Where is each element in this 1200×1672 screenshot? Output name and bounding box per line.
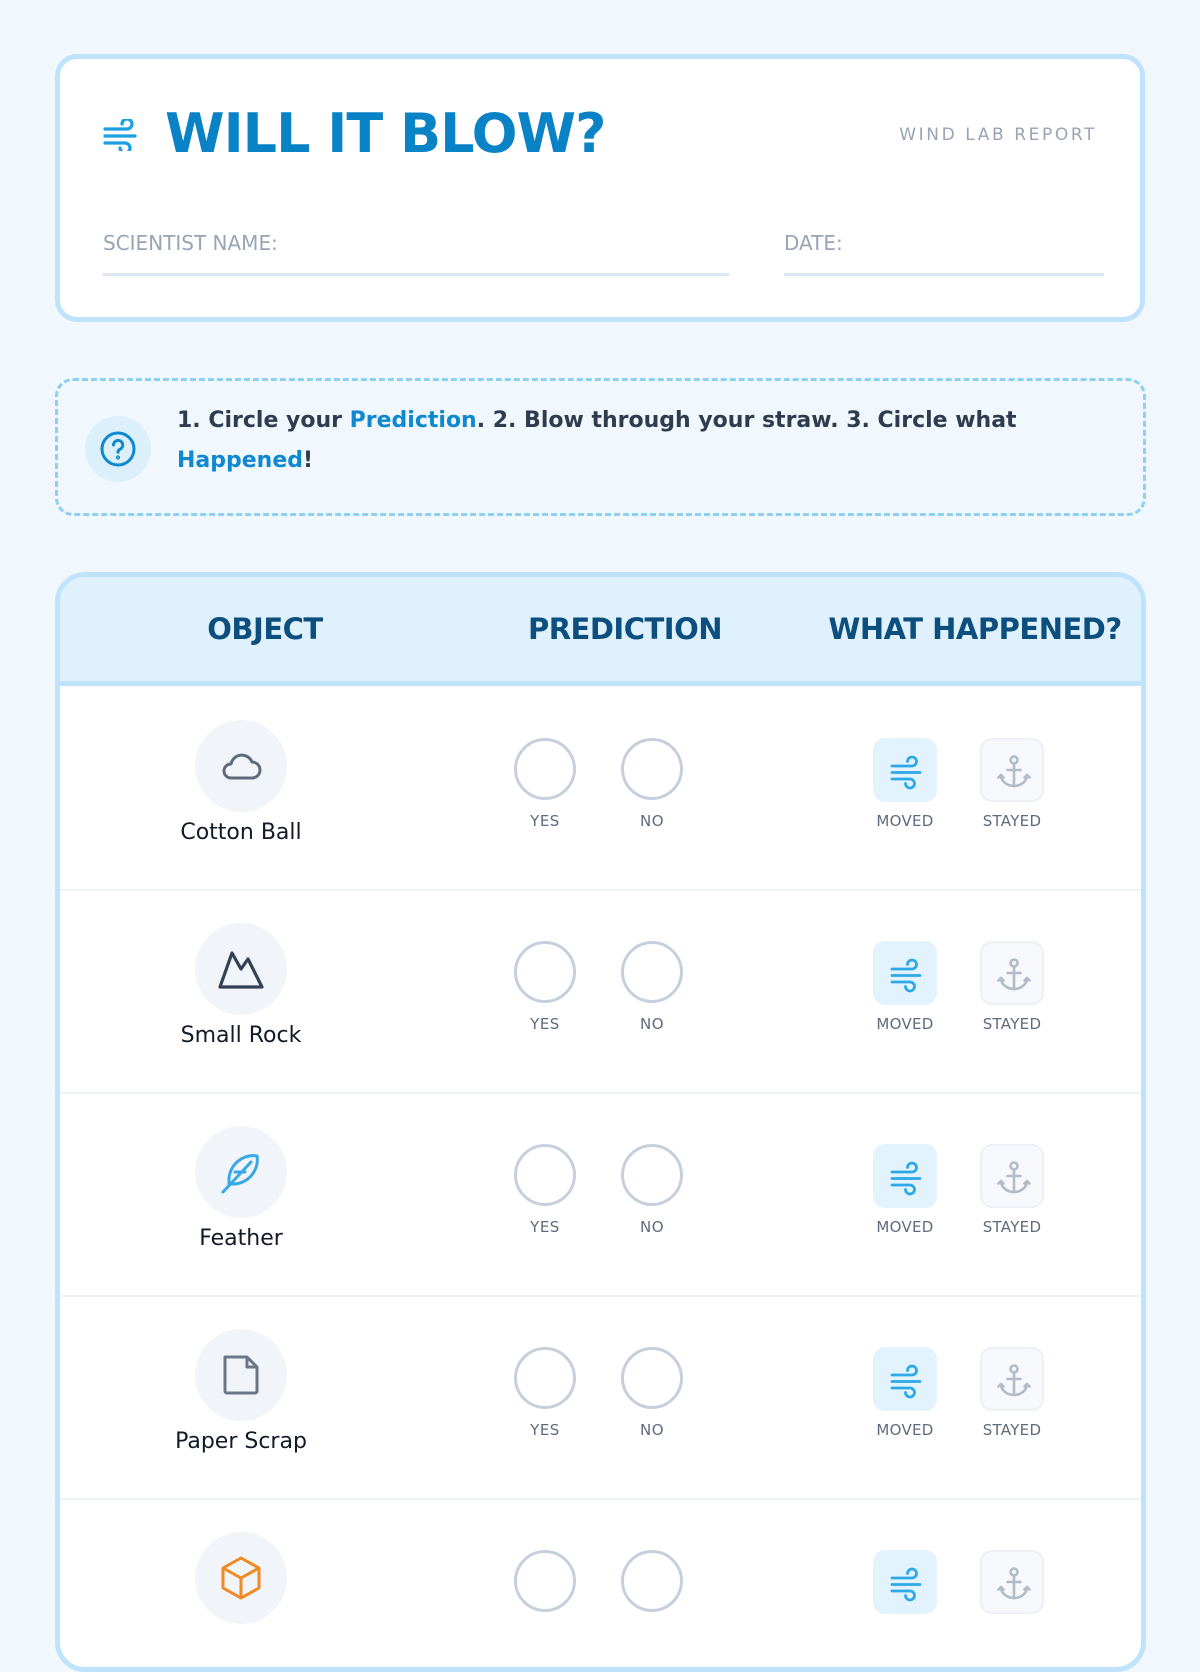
moved-label: MOVED: [876, 1015, 934, 1033]
header-card: [55, 54, 1145, 322]
report-label: WIND LAB REPORT: [899, 125, 1097, 145]
happened-highlight: Happened: [177, 448, 304, 473]
yes-label: YES: [530, 1015, 560, 1033]
happened-column-header: WHAT HAPPENED?: [828, 612, 1122, 646]
stayed-label: STAYED: [982, 812, 1042, 830]
cloud-icon: [195, 720, 287, 812]
stayed-anchor-icon[interactable]: [980, 1347, 1044, 1411]
table-row: [60, 1092, 1141, 1297]
moved-wind-icon[interactable]: [873, 1347, 937, 1411]
stayed-anchor-icon[interactable]: [980, 1144, 1044, 1208]
scientist-name-field[interactable]: [103, 225, 729, 276]
prediction-no-circle[interactable]: [621, 1550, 683, 1612]
prediction-column-header: PREDICTION: [527, 612, 723, 646]
moved-label: MOVED: [876, 1218, 934, 1236]
yes-label: YES: [530, 1421, 560, 1439]
prediction-highlight: Prediction: [349, 408, 477, 433]
moved-label: MOVED: [876, 812, 934, 830]
prediction-no-circle[interactable]: [621, 1144, 683, 1206]
object-label: Small Rock: [180, 1023, 302, 1048]
no-label: NO: [639, 1421, 665, 1439]
no-label: NO: [639, 1218, 665, 1236]
page-title: WILL IT BLOW?: [165, 102, 606, 165]
instructions-part-1: 1. Circle your: [177, 408, 350, 433]
prediction-yes-circle[interactable]: [514, 738, 576, 800]
date-label: DATE:: [784, 231, 843, 255]
no-label: NO: [639, 812, 665, 830]
prediction-yes-circle[interactable]: [514, 941, 576, 1003]
table-row: [60, 1295, 1141, 1500]
prediction-yes-circle[interactable]: [514, 1550, 576, 1612]
object-column-header: OBJECT: [207, 612, 323, 646]
mountain-icon: [195, 923, 287, 1015]
stayed-anchor-icon[interactable]: [980, 738, 1044, 802]
object-label: Feather: [199, 1226, 283, 1251]
no-label: NO: [639, 1015, 665, 1033]
table-header: [60, 577, 1141, 686]
date-field[interactable]: [784, 225, 1104, 276]
stayed-anchor-icon[interactable]: [980, 941, 1044, 1005]
prediction-no-circle[interactable]: [621, 738, 683, 800]
wind-icon: [103, 119, 141, 151]
yes-label: YES: [530, 1218, 560, 1236]
stayed-label: STAYED: [982, 1421, 1042, 1439]
prediction-yes-circle[interactable]: [514, 1347, 576, 1409]
stayed-anchor-icon[interactable]: [980, 1550, 1044, 1614]
prediction-yes-circle[interactable]: [514, 1144, 576, 1206]
object-label: Cotton Ball: [180, 820, 302, 845]
box-icon: [195, 1532, 287, 1624]
feather-icon: [195, 1126, 287, 1218]
stayed-label: STAYED: [982, 1218, 1042, 1236]
paper-icon: [195, 1329, 287, 1421]
prediction-no-circle[interactable]: [621, 1347, 683, 1409]
stayed-label: STAYED: [982, 1015, 1042, 1033]
scientist-name-label: SCIENTIST NAME:: [103, 231, 278, 255]
experiment-table: [55, 572, 1146, 1672]
table-row: [60, 686, 1141, 891]
object-label: Paper Scrap: [175, 1429, 307, 1454]
prediction-no-circle[interactable]: [621, 941, 683, 1003]
moved-wind-icon[interactable]: [873, 738, 937, 802]
yes-label: YES: [530, 812, 560, 830]
moved-wind-icon[interactable]: [873, 1144, 937, 1208]
instructions-part-2: . 2. Blow through your straw. 3. Circle what: [476, 408, 1017, 433]
moved-label: MOVED: [876, 1421, 934, 1439]
table-row: [60, 889, 1141, 1094]
moved-wind-icon[interactable]: [873, 1550, 937, 1614]
instructions-part-3: !: [303, 448, 314, 473]
instructions-text: [177, 401, 1077, 481]
table-row: [60, 1498, 1141, 1672]
question-circle-icon: [85, 416, 151, 482]
moved-wind-icon[interactable]: [873, 941, 937, 1005]
instructions-box: [55, 378, 1146, 516]
